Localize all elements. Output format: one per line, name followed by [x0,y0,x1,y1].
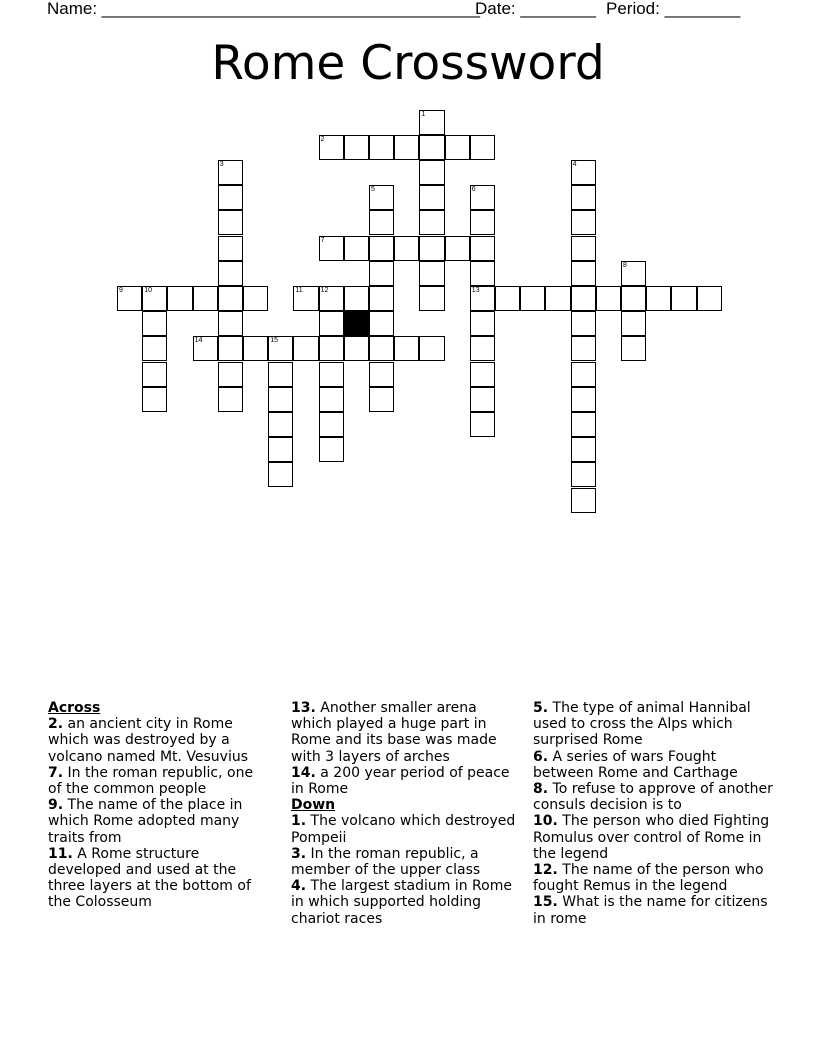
crossword-cell[interactable] [369,286,394,311]
crossword-cell[interactable] [571,462,596,487]
crossword-cell[interactable] [319,311,344,336]
crossword-cell[interactable] [470,185,495,210]
crossword-cell[interactable] [470,135,495,160]
crossword-cell[interactable] [571,362,596,387]
crossword-cell[interactable] [394,135,419,160]
crossword-cell[interactable] [621,336,646,361]
clue-start-number: 12 [320,286,329,294]
clue-item [533,749,773,781]
crossword-cell[interactable] [344,336,369,361]
crossword-cell[interactable] [268,437,293,462]
crossword-cell[interactable] [571,336,596,361]
crossword-cell[interactable] [571,412,596,437]
crossword-cell[interactable] [142,362,167,387]
clue-item [291,813,521,845]
crossword-cell[interactable] [571,311,596,336]
clue-text: A series of wars Fought between Rome and Carthage [533,748,738,781]
crossword-cell[interactable] [571,286,596,311]
crossword-cell[interactable] [419,236,444,261]
crossword-cell[interactable] [621,311,646,336]
clue-number: 11. [48,845,73,862]
date-field-label: Date: ________ [475,0,596,18]
clue-start-number: 14 [194,337,203,345]
clue-start-number: 3 [219,160,224,168]
crossword-cell[interactable] [369,135,394,160]
crossword-cell[interactable] [545,286,570,311]
crossword-cell[interactable] [268,336,293,361]
crossword-cell[interactable] [419,185,444,210]
clue-text: A Rome structure developed and used at the three layers at the bottom of the Colosseum [48,845,251,911]
crossword-cell[interactable] [520,286,545,311]
crossword-cell[interactable] [193,286,218,311]
clue-text: The largest stadium in Rome in which supported holding chariot races [291,878,512,927]
clue-start-number: 4 [572,160,577,168]
clue-start-number: 9 [119,286,123,294]
clue-item [291,846,521,878]
clue-column-2 [291,700,521,927]
crossword-cell[interactable] [470,387,495,412]
crossword-cell[interactable] [369,311,394,336]
clue-number: 10. [533,813,558,830]
crossword-cell[interactable] [571,185,596,210]
clue-item [291,765,521,797]
clue-text: a 200 year period of peace in Rome [291,764,510,798]
crossword-grid [0,0,816,520]
crossword-cell[interactable] [470,286,495,311]
clue-number: 1. [291,813,307,830]
crossword-cell[interactable] [319,236,344,261]
clue-start-number: 10 [144,286,152,294]
crossword-cell[interactable] [571,160,596,185]
crossword-cell[interactable] [571,437,596,462]
crossword-cell[interactable] [596,286,621,311]
crossword-cell[interactable] [319,336,344,361]
crossword-cell[interactable] [470,261,495,286]
clue-item [48,797,270,846]
crossword-cell[interactable] [117,286,142,311]
clue-start-number: 2 [320,135,325,143]
clue-number: 13. [291,700,316,716]
crossword-cell[interactable] [218,336,243,361]
crossword-cell[interactable] [369,210,394,235]
clue-number: 4. [291,878,307,895]
clue-item [48,716,270,765]
clue-number: 15. [533,894,558,911]
crossword-cell[interactable] [344,236,369,261]
crossword-cell[interactable] [344,286,369,311]
crossword-cell[interactable] [470,210,495,235]
crossword-cell[interactable] [571,488,596,513]
crossword-cell[interactable] [495,286,520,311]
clue-start-number: 5 [371,186,375,194]
clue-start-number: 13 [471,286,480,294]
crossword-cell[interactable] [419,261,444,286]
clue-start-number: 15 [270,337,278,345]
crossword-cell[interactable] [293,286,318,311]
name-field-label: Name: ________________________________________ [47,0,480,18]
clue-item [291,878,521,927]
crossword-cell[interactable] [218,387,243,412]
crossword-cell[interactable] [167,286,192,311]
clue-text: What is the name for citizens in rome [533,894,768,927]
crossword-cell[interactable] [571,387,596,412]
clue-number: 14. [291,764,316,781]
clue-text: In the roman republic, one of the common people [48,764,254,798]
clue-number: 6. [533,748,549,765]
clue-text: The volcano which destroyed Pompeii [291,813,516,846]
crossword-cell[interactable] [344,135,369,160]
crossword-cell[interactable] [319,437,344,462]
crossword-cell[interactable] [369,387,394,412]
crossword-cell[interactable] [218,362,243,387]
crossword-cell[interactable] [319,135,344,160]
clue-item [533,813,773,862]
crossword-cell[interactable] [571,261,596,286]
crossword-cell[interactable] [646,286,671,311]
clue-number: 12. [533,862,558,879]
crossword-cell[interactable] [268,462,293,487]
crossword-cell[interactable] [671,286,696,311]
clue-item [533,862,773,894]
clue-number: 7. [48,764,64,781]
clue-text: The type of animal Hannibal used to cross the Alps which surprised Rome [533,700,751,749]
clue-text: The name of the person who fought Remus in the legend [533,862,764,895]
crossword-cell[interactable] [470,336,495,361]
clue-column-3 [533,700,773,927]
clue-item [48,846,270,911]
crossword-cell[interactable] [218,311,243,336]
crossword-cell[interactable] [218,286,243,311]
crossword-cell[interactable] [218,185,243,210]
crossword-cell[interactable] [268,362,293,387]
clue-start-number: 7 [320,236,325,244]
crossword-cell[interactable] [268,412,293,437]
crossword-cell[interactable] [293,336,318,361]
page-title: Rome Crossword [211,36,605,91]
crossword-cell[interactable] [419,336,444,361]
clue-number: 9. [48,797,64,814]
clue-text: an ancient city in Rome which was destroyed by a volcano named Mt. Vesuvius [48,716,249,765]
crossword-cell[interactable] [268,387,293,412]
clue-start-number: 6 [471,186,476,194]
crossword-cell[interactable] [419,160,444,185]
crossword-cell[interactable] [369,362,394,387]
clue-start-number: 1 [421,110,426,118]
clue-number: 8. [533,781,549,798]
crossword-cell[interactable] [218,210,243,235]
crossword-cell[interactable] [243,336,268,361]
crossword-cell[interactable] [470,236,495,261]
crossword-cell[interactable] [218,261,243,286]
crossword-cell[interactable] [369,261,394,286]
clue-text: Another smaller arena which played a huge part in Rome and its base was made with 3 layers of arches [291,700,497,765]
crossword-cell[interactable] [419,110,444,135]
crossword-cell[interactable] [571,236,596,261]
clue-item [533,894,773,926]
clue-number: 2. [48,716,64,733]
across-heading: Across [48,700,101,716]
crossword-cell[interactable] [621,286,646,311]
crossword-cell[interactable] [419,286,444,311]
crossword-cell[interactable] [142,387,167,412]
crossword-black-square [344,311,369,336]
crossword-cell[interactable] [218,236,243,261]
clue-item [48,765,270,797]
clue-start-number: 8 [623,261,627,269]
crossword-cell[interactable] [369,336,394,361]
crossword-cell[interactable] [419,210,444,235]
crossword-cell[interactable] [243,286,268,311]
crossword-cell[interactable] [319,387,344,412]
clue-text: To refuse to approve of another consuls decision is to [533,781,773,814]
crossword-cell[interactable] [142,311,167,336]
down-heading: Down [291,797,336,814]
crossword-cell[interactable] [319,412,344,437]
crossword-cell[interactable] [142,286,167,311]
clue-item [533,700,773,749]
clue-text: The person who died Fighting Romulus over control of Rome in the legend [533,813,770,862]
clue-start-number: 11 [295,286,303,294]
crossword-cell[interactable] [319,362,344,387]
clue-number: 3. [291,845,307,862]
crossword-cell[interactable] [394,336,419,361]
crossword-cell[interactable] [445,135,470,160]
crossword-cell[interactable] [470,311,495,336]
clue-item [291,700,521,765]
clue-item [533,781,773,813]
crossword-cell[interactable] [319,286,344,311]
crossword-cell[interactable] [571,210,596,235]
period-field-label: Period: ________ [606,0,741,18]
clue-column-1 [48,700,270,911]
crossword-cell[interactable] [445,236,470,261]
crossword-cell[interactable] [369,236,394,261]
crossword-cell[interactable] [142,336,167,361]
clue-number: 5. [533,700,549,716]
crossword-cell[interactable] [193,336,218,361]
crossword-cell[interactable] [470,412,495,437]
crossword-cell[interactable] [218,160,243,185]
crossword-cell[interactable] [419,135,444,160]
crossword-cell[interactable] [697,286,722,311]
crossword-cell[interactable] [621,261,646,286]
crossword-cell[interactable] [394,236,419,261]
crossword-cell[interactable] [369,185,394,210]
crossword-cell[interactable] [470,362,495,387]
clue-text: The name of the place in which Rome adopted many traits from [48,797,243,846]
clue-text: In the roman republic, a member of the upper class [291,845,481,879]
